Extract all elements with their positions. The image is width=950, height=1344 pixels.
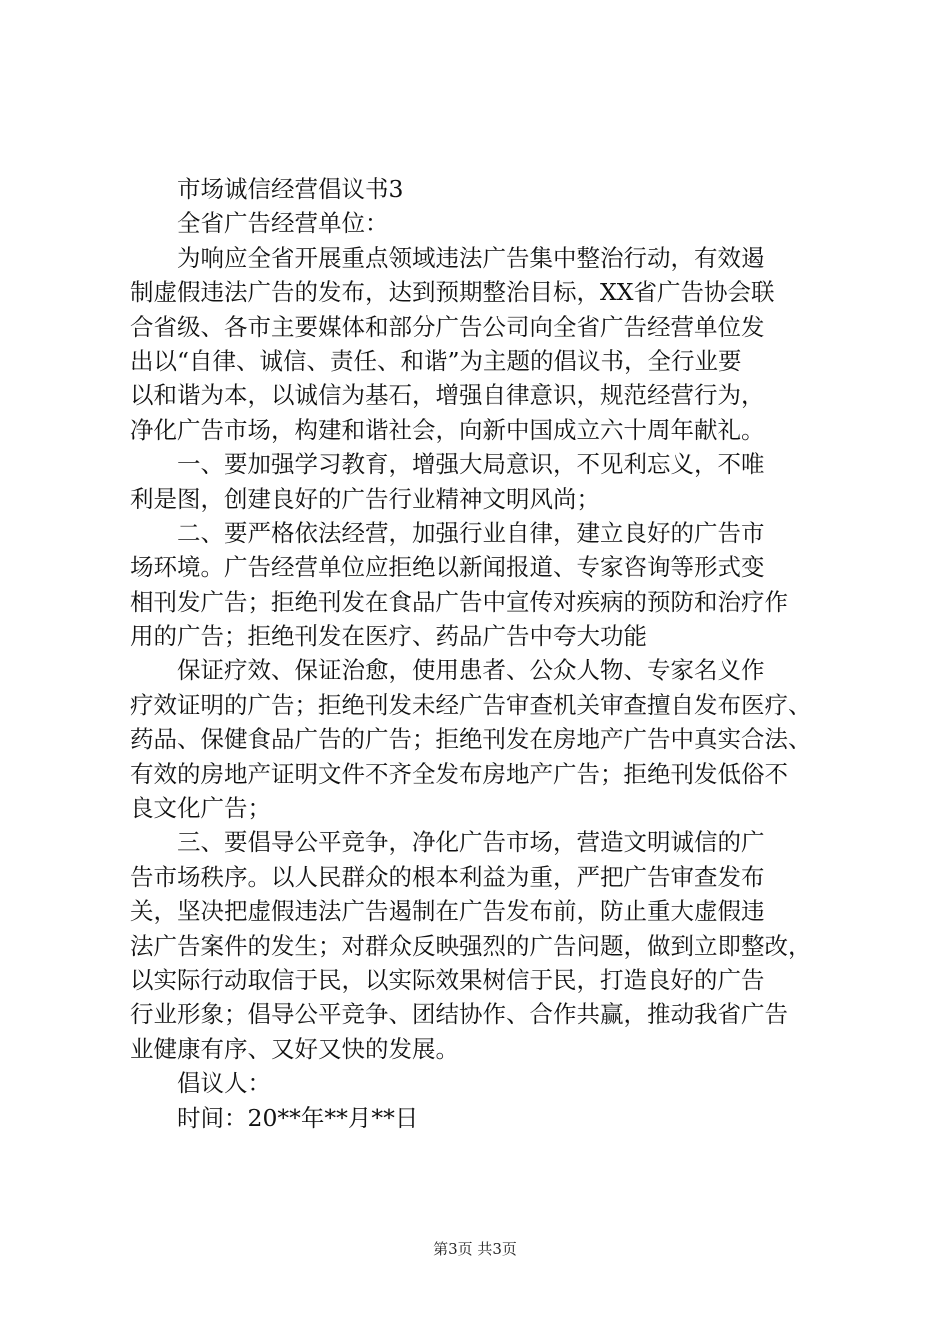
paragraph-line: 场环境。广告经营单位应拒绝以新闻报道、专家咨询等形式变 [130, 553, 765, 582]
paragraph-line: 净化广告市场，构建和谐社会，向新中国成立六十周年献礼。 [130, 415, 765, 444]
proposer-label: 倡议人： [177, 1069, 271, 1098]
paragraph-line: 告市场秩序。以人民群众的根本利益为重，严把广告审查发布 [130, 862, 765, 891]
paragraph-line: 利是图，创建良好的广告行业精神文明风尚； [130, 484, 600, 513]
paragraph-line: 关，坚决把虚假违法广告遏制在广告发布前，防止重大虚假违 [130, 897, 765, 926]
paragraph-line: 以和谐为本，以诚信为基石，增强自律意识，规范经营行为， [130, 381, 765, 410]
paragraph-line: 用的广告；拒绝刊发在医疗、药品广告中夸大功能 [130, 622, 647, 651]
page-number: 第3页 共3页 [433, 1240, 517, 1258]
paragraph-line: 二、要严格依法经营，加强行业自律，建立良好的广告市 [177, 518, 765, 547]
paragraph-line: 业健康有序、又好又快的发展。 [130, 1034, 459, 1063]
paragraph-line: 保证疗效、保证治愈，使用患者、公众人物、专家名义作 [177, 656, 765, 685]
paragraph-line: 有效的房地产证明文件不齐全发布房地产广告；拒绝刊发低俗不 [130, 759, 788, 788]
paragraph-line: 出以“自律、诚信、责任、和谐”为主题的倡议书，全行业要 [130, 346, 742, 375]
paragraph-line: 制虚假违法广告的发布，达到预期整治目标，XX省广告协会联 [130, 278, 775, 307]
paragraph-line: 合省级、各市主要媒体和部分广告公司向全省广告经营单位发 [130, 312, 765, 341]
paragraph-line: 三、要倡导公平竞争，净化广告市场，营造文明诚信的广 [177, 828, 765, 857]
paragraph-line: 药品、保健食品广告的广告；拒绝刊发在房地产广告中真实合法、 [130, 725, 812, 754]
document-title: 市场诚信经营倡议书3 [177, 175, 404, 203]
date-line: 时间：20**年**月**日 [177, 1103, 419, 1132]
paragraph-line: 疗效证明的广告；拒绝刊发未经广告审查机关审查擅自发布医疗、 [130, 690, 812, 719]
document-body [130, 172, 830, 1135]
salutation: 全省广告经营单位： [177, 209, 389, 238]
paragraph-line: 相刊发广告；拒绝刊发在食品广告中宣传对疾病的预防和治疗作 [130, 587, 788, 616]
paragraph-line: 为响应全省开展重点领域违法广告集中整治行动，有效遏 [177, 243, 765, 272]
paragraph-line: 一、要加强学习教育，增强大局意识，不见利忘义，不唯 [177, 450, 765, 479]
paragraph-line: 行业形象；倡导公平竞争、团结协作、合作共赢，推动我省广告 [130, 1000, 788, 1029]
paragraph-line: 良文化广告； [130, 794, 271, 823]
paragraph-line: 法广告案件的发生；对群众反映强烈的广告问题，做到立即整改， [130, 931, 812, 960]
paragraph-line: 以实际行动取信于民，以实际效果树信于民，打造良好的广告 [130, 965, 765, 994]
